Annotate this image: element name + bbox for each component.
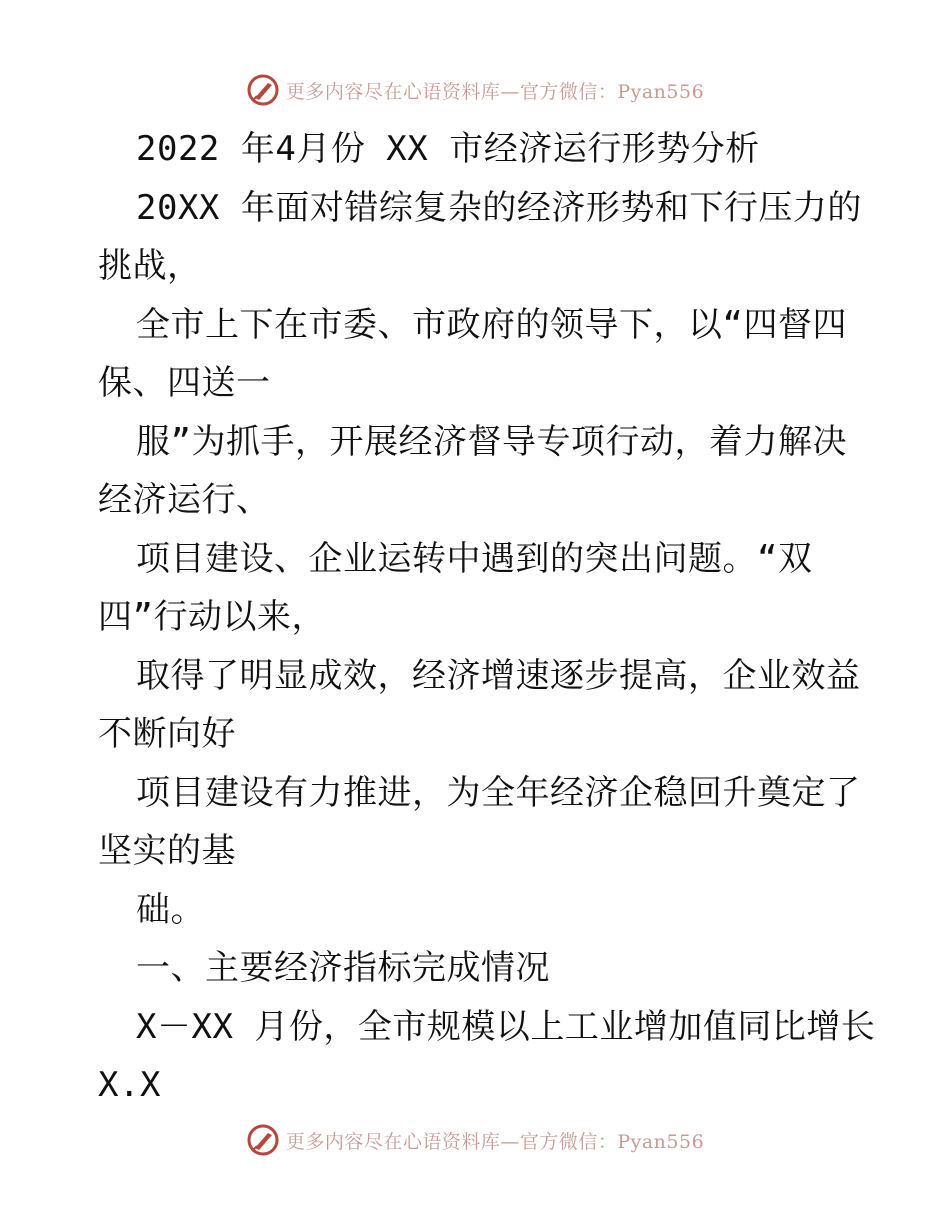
- document-line: 全市上下在市委、市政府的领导下，以“四督四: [136, 304, 847, 345]
- document-line: 2022 年4月份 XX 市经济运行形势分析: [136, 129, 760, 169]
- document-line: 服”为抓手，开展经济督导专项行动，着力解决: [136, 421, 847, 462]
- quill-logo-icon: [246, 73, 280, 107]
- document-line: X－XX 月份，全市规模以上工业增加值同比增长: [136, 1006, 876, 1047]
- watermark-footer: [0, 1120, 950, 1160]
- document-line: 础。: [136, 889, 205, 930]
- document-line: 20XX 年面对错综复杂的经济形势和下行压力的: [136, 187, 862, 228]
- document-line: 一、主要经济指标完成情况: [136, 948, 550, 988]
- document-line: 不断向好: [98, 714, 236, 754]
- document-line: 保、四送一: [98, 363, 271, 403]
- document-line: 经济运行、: [98, 480, 271, 520]
- document-line: 坚实的基: [98, 831, 236, 871]
- document-line: 取得了明显成效，经济增速逐步提高，企业效益: [136, 655, 861, 696]
- watermark-text: 更多内容尽在心语资料库—官方微信：Pyan556: [285, 1130, 705, 1153]
- document-body: [98, 120, 876, 1115]
- document-line: X.X: [98, 1065, 161, 1105]
- document-line: 项目建设、企业运转中遇到的突出问题。“双: [136, 538, 813, 579]
- document-line: 项目建设有力推进，为全年经济企稳回升奠定了: [136, 772, 861, 813]
- watermark-header: [0, 70, 950, 110]
- quill-logo-icon: [246, 1123, 280, 1157]
- watermark-text: 更多内容尽在心语资料库—官方微信：Pyan556: [285, 80, 705, 103]
- document-line: 挑战，: [98, 246, 202, 286]
- document-line: 四”行动以来，: [98, 597, 326, 637]
